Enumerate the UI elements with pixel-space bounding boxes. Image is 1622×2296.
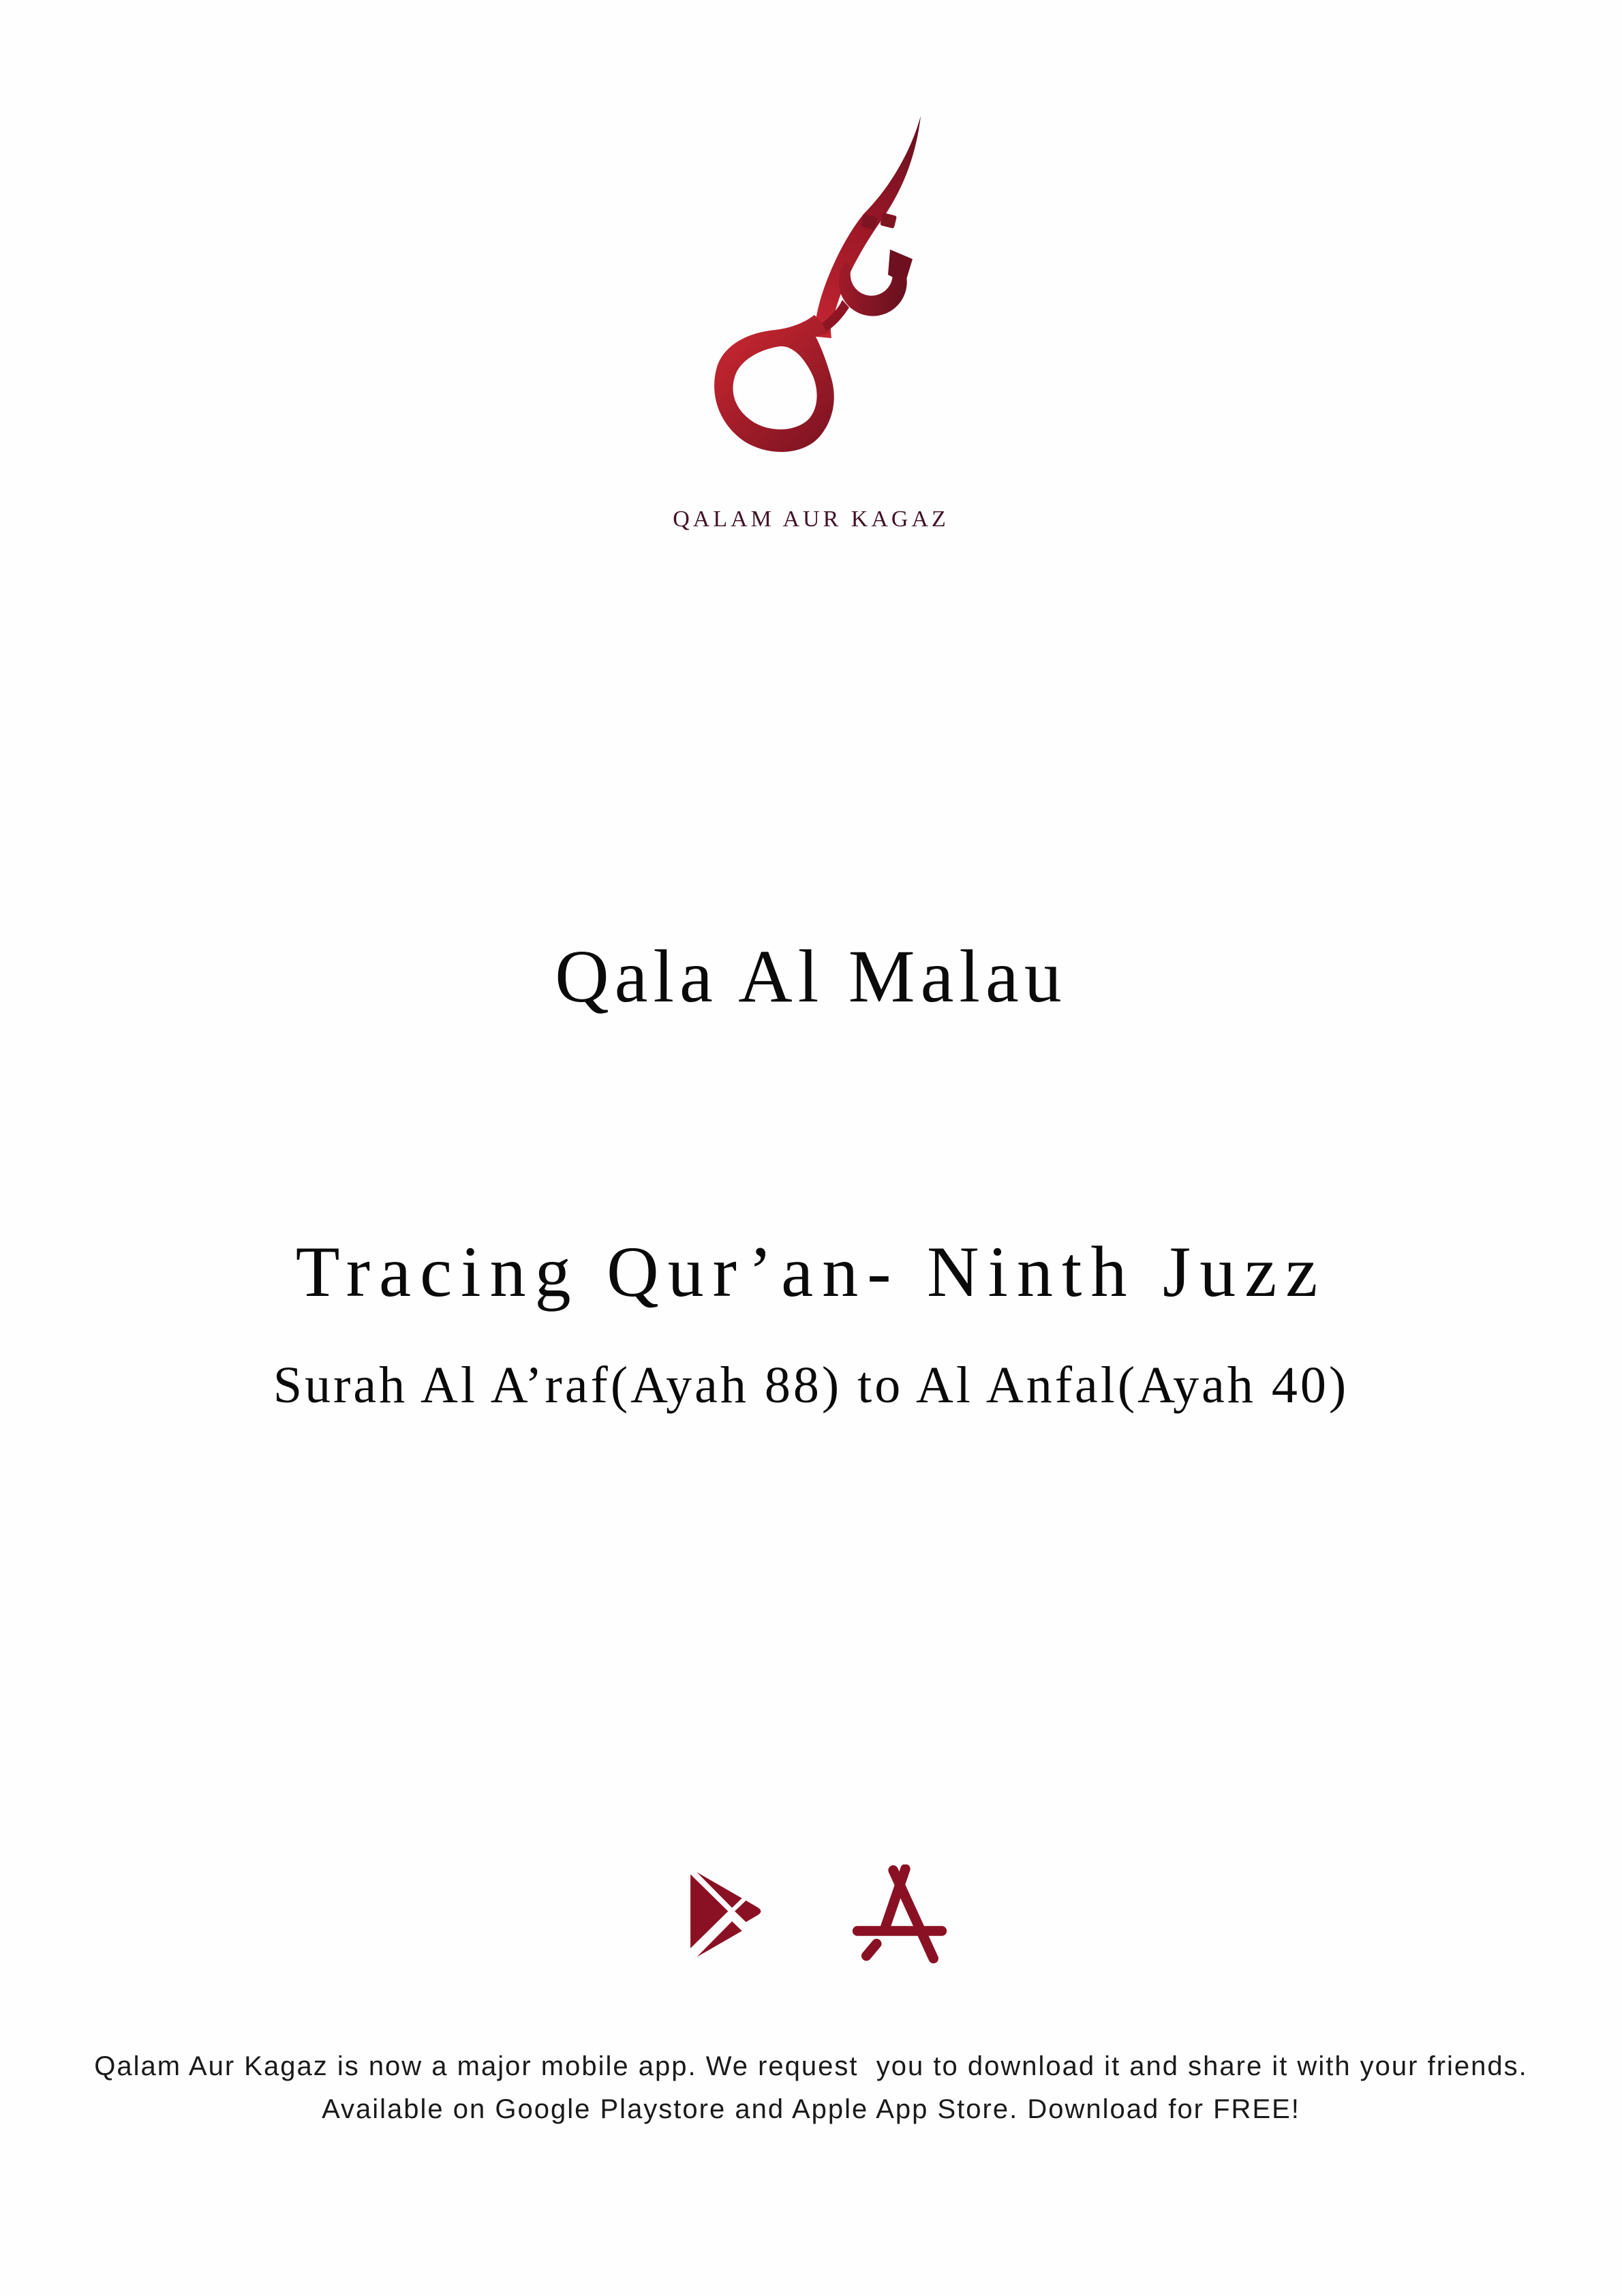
footer-line-2: Available on Google Playstore and Apple App Store. Download for FREE! bbox=[322, 2094, 1300, 2124]
page-title: Qala Al Malau bbox=[555, 935, 1067, 1018]
app-store-icon bbox=[848, 1864, 951, 1967]
document-subheading: Surah Al A’raf(Ayah 88) to Al Anfal(Ayah 40) bbox=[273, 1357, 1349, 1414]
brand-wordmark: QALAM AUR KAGAZ bbox=[673, 507, 949, 532]
document-heading: Tracing Qur’an- Ninth Juzz bbox=[295, 1232, 1327, 1312]
app-store-right-leg bbox=[893, 1870, 934, 1958]
logo-qaf-dot-right bbox=[880, 213, 897, 229]
calligraphy-logo-icon bbox=[699, 106, 925, 468]
app-store-stub bbox=[866, 1944, 876, 1956]
google-play-icon bbox=[685, 1871, 765, 1957]
google-play-right-tip bbox=[735, 1901, 761, 1922]
footer-line-1: Qalam Aur Kagaz is now a major mobile app. We request you to download it and share it with your friends. bbox=[94, 2051, 1528, 2081]
logo-qaf-head bbox=[888, 250, 913, 284]
logo-loop-stroke bbox=[714, 315, 834, 452]
